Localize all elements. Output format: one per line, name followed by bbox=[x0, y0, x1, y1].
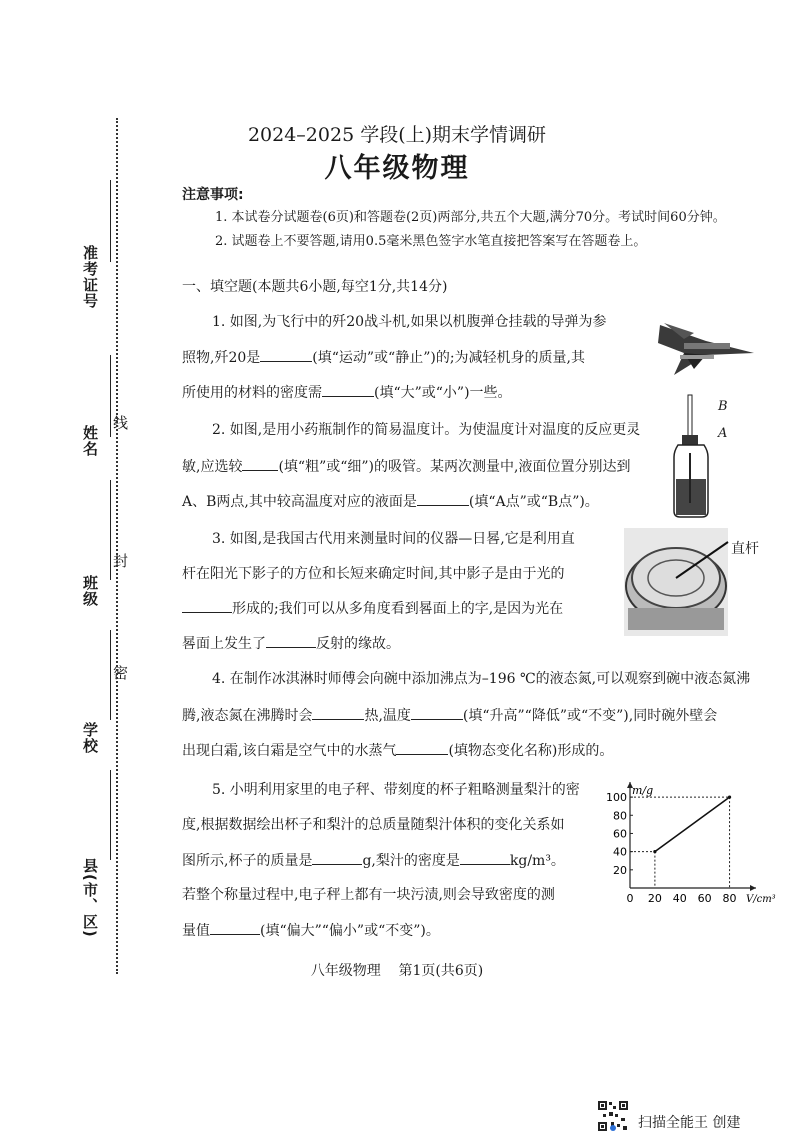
q2-text-b: (填“粗”或“细”)的吸管。某两次测量中,液面位置分别达到 bbox=[278, 459, 631, 475]
x-tick-label: 0 bbox=[626, 892, 634, 905]
rod-label: 直杆 bbox=[731, 541, 759, 557]
q5-line2: 度,根据数据绘出杯子和梨汁的总质量随梨汁体积的变化关系如 bbox=[182, 817, 565, 833]
q1-line3 bbox=[182, 382, 512, 403]
seal-secret-char: 密 bbox=[111, 665, 129, 681]
q1-text-c: 所使用的材料的密度需 bbox=[182, 385, 322, 401]
label-b: B bbox=[718, 399, 728, 414]
q5-line1: 5. 小明利用家里的电子秤、带刻度的杯子粗略测量梨汁的密 bbox=[212, 782, 580, 798]
notice-heading: 注意事项: bbox=[182, 187, 244, 203]
q4-blank-2[interactable] bbox=[411, 705, 463, 720]
y-tick-label: 80 bbox=[613, 809, 627, 823]
x-tick-label: 20 bbox=[647, 892, 662, 905]
data-point bbox=[653, 850, 656, 853]
q2-blank-2[interactable] bbox=[417, 491, 469, 506]
county-line bbox=[110, 770, 111, 860]
thermometer-bottle-figure bbox=[668, 393, 714, 521]
q3-line4 bbox=[182, 633, 400, 654]
q5-text-b: g,梨汁的密度是 bbox=[362, 853, 460, 869]
q3-text-b: 形成的;我们可以从多角度看到晷面上的字,是因为光在 bbox=[232, 601, 564, 617]
scanner-credit: 扫描全能王 创建 bbox=[638, 1115, 741, 1131]
notice-item-1: 1. 本试卷分试题卷(6页)和答题卷(2页)两部分,共五个大题,满分70分。考试时间60分钟。 bbox=[215, 210, 726, 225]
q2-text-d: (填“A点”或“B点”)。 bbox=[468, 494, 599, 510]
sundial-figure bbox=[624, 528, 728, 636]
q1-text-b: (填“运动”或“静止”)的;为减轻机身的质量,其 bbox=[312, 350, 585, 366]
q2-blank-1[interactable] bbox=[242, 456, 278, 471]
x-axis-label: V/cm³ bbox=[746, 894, 776, 905]
name-label: 姓名 bbox=[81, 425, 99, 457]
q1-text-a: 照物,歼20是 bbox=[182, 350, 261, 366]
q3-text-c: 晷面上发生了 bbox=[182, 636, 266, 652]
q5-text-d: 量值 bbox=[182, 923, 210, 939]
q4-text-b: 热,温度 bbox=[364, 708, 411, 724]
page-footer: 八年级物理 第1页(共6页) bbox=[310, 963, 484, 979]
data-point bbox=[728, 795, 731, 798]
x-tick-label: 80 bbox=[722, 892, 737, 905]
binding-dotted-line bbox=[116, 118, 118, 974]
q1-line2 bbox=[182, 347, 585, 368]
q3-blank-1[interactable] bbox=[182, 598, 232, 613]
school-label: 学校 bbox=[81, 722, 99, 754]
y-axis-label: m/g bbox=[632, 784, 654, 797]
seal-line-char: 线 bbox=[111, 415, 129, 431]
q4-text-a: 腾,液态氮在沸腾时会 bbox=[182, 708, 313, 724]
q5-line5 bbox=[182, 920, 440, 941]
q3-line1: 3. 如图,是我国古代用来测量时间的仪器—日晷,它是利用直 bbox=[212, 531, 575, 547]
q5-line4: 若整个称量过程中,电子秤上都有一块污渍,则会导致密度的测 bbox=[182, 887, 555, 903]
exam-title: 2024–2025 学段(上)期末学情调研 bbox=[247, 124, 547, 146]
section-title: 一、填空题(本题共6小题,每空1分,共14分) bbox=[182, 279, 448, 295]
q4-text-c: (填“升高”“降低”或“不变”),同时碗外壁会 bbox=[462, 708, 718, 724]
q5-blank-3[interactable] bbox=[210, 920, 260, 935]
q3-line2: 杆在阳光下影子的方位和长短来确定时间,其中影子是由于光的 bbox=[182, 566, 565, 582]
q2-text-a: 敏,应选较 bbox=[182, 459, 243, 475]
subject-title: 八年级物理 bbox=[324, 153, 470, 184]
q5-text-a: 图所示,杯子的质量是 bbox=[182, 853, 313, 869]
q2-text-c: A、B两点,其中较高温度对应的液面是 bbox=[182, 494, 417, 510]
q5-line3 bbox=[182, 850, 565, 871]
q3-text-d: 反射的缘故。 bbox=[316, 636, 400, 652]
county-label: 县(市、区) bbox=[81, 858, 99, 938]
q1-text-d: (填“大”或“小”)一些。 bbox=[374, 385, 512, 401]
seal-seal-char: 封 bbox=[111, 553, 129, 569]
q1-line1: 1. 如图,为飞行中的歼20战斗机,如果以机腹弹仓挂载的导弹为参 bbox=[212, 314, 607, 330]
x-tick-label: 60 bbox=[697, 892, 712, 905]
notice-item-2: 2. 试题卷上不要答题,请用0.5毫米黑色签字水笔直接把答案写在答题卷上。 bbox=[215, 234, 647, 249]
q5-text-e: (填“偏大”“偏小”或“不变”)。 bbox=[260, 923, 440, 939]
label-a: A bbox=[718, 426, 728, 441]
series-line bbox=[655, 797, 730, 852]
y-tick-label: 60 bbox=[613, 827, 627, 841]
q5-blank-1[interactable] bbox=[312, 850, 362, 865]
q1-blank-2[interactable] bbox=[322, 382, 374, 397]
y-tick-label: 40 bbox=[613, 845, 627, 859]
q2-line1: 2. 如图,是用小药瓶制作的简易温度计。为使温度计对温度的反应更灵 bbox=[212, 422, 641, 438]
q4-blank-1[interactable] bbox=[312, 705, 364, 720]
q4-line3 bbox=[182, 740, 613, 761]
x-tick-label: 40 bbox=[672, 892, 687, 905]
mass-volume-chart bbox=[606, 784, 776, 910]
q1-blank-1[interactable] bbox=[260, 347, 312, 362]
q5-blank-2[interactable] bbox=[460, 850, 510, 865]
q4-line1: 4. 在制作冰淇淋时师傅会向碗中添加沸点为–196 ℃的液态氮,可以观察到碗中液态氮沸 bbox=[212, 671, 751, 687]
y-tick-label: 20 bbox=[613, 863, 627, 877]
q2-line2 bbox=[182, 456, 630, 477]
qr-code-icon bbox=[597, 1100, 629, 1132]
q4-text-d: 出现白霜,该白霜是空气中的水蒸气 bbox=[182, 743, 397, 759]
q4-blank-3[interactable] bbox=[396, 740, 448, 755]
exam-id-label: 准考证号 bbox=[81, 245, 99, 309]
q2-line3 bbox=[182, 491, 599, 512]
q4-line2 bbox=[182, 705, 717, 726]
q5-text-c: kg/m³。 bbox=[509, 853, 565, 869]
class-label: 班级 bbox=[81, 575, 99, 607]
y-tick-label: 100 bbox=[606, 791, 627, 805]
q3-blank-2[interactable] bbox=[266, 633, 316, 648]
q3-line3 bbox=[182, 598, 563, 619]
x-axis-arrow bbox=[750, 885, 756, 891]
fighter-jet-figure bbox=[654, 313, 758, 381]
q4-text-e: (填物态变化名称)形成的。 bbox=[448, 743, 614, 759]
exam-id-line bbox=[110, 180, 111, 262]
